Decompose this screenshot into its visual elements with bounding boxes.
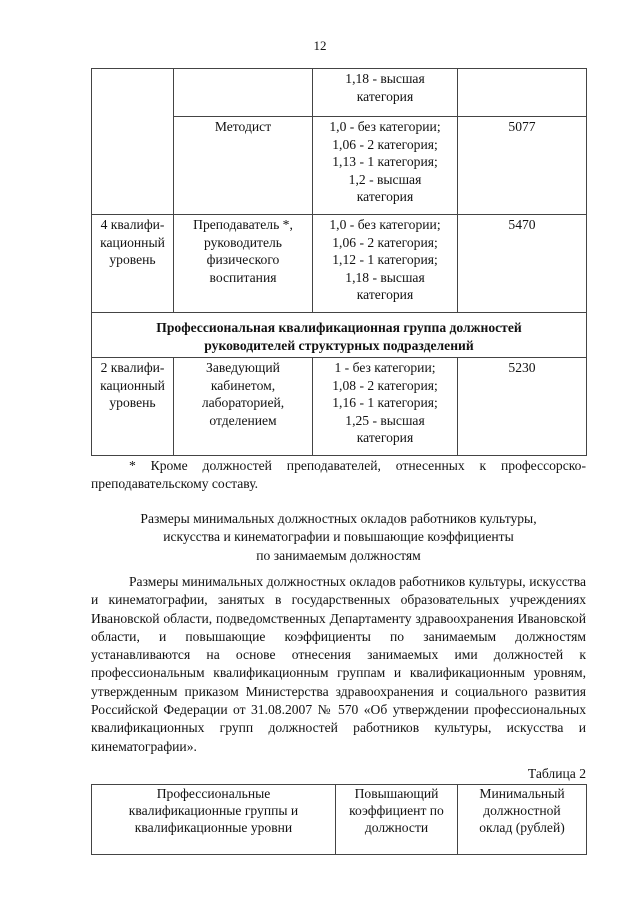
salary-cell <box>458 69 587 117</box>
position-cell <box>174 69 313 117</box>
header-groups: Профессиональные квалификационные группы и квалификационные уровни <box>92 785 336 855</box>
level-cell <box>92 69 174 215</box>
body-paragraph: Размеры минимальных должностных окладов работников культуры, искусства и кинематографии, занятых в государственных образовательных учреждениях Ивановской области, подведомственных Департаменту здравоохранения Ивановской области, и повышающие коэффициенты по занимаемым должностям устанавливаются на основе отнесения занимаемых ими должностей к профессиональным квалификационным группам и квалификационным уровням, утвержденным приказом Министерства здравоохранения и социального развития Российской Федерации от 31.08.2007 № 570 «Об утверждении профессиональных квалификационных групп должностей работников культуры, искусства и кинематографии». <box>91 574 586 754</box>
table-label: Таблица 2 <box>527 766 586 781</box>
level-cell: 4 квалифи-кационный уровень <box>92 215 174 313</box>
header-salary: Минимальный должностной оклад (рублей) <box>458 785 587 855</box>
table-row <box>92 358 587 456</box>
position-cell: Преподаватель *, руководитель физического воспитания <box>174 215 313 313</box>
coef-cell: 1,18 - высшая категория <box>313 69 458 117</box>
header-coefficient: Повышающий коэффициент по должности <box>336 785 458 855</box>
salary-cell: 5077 <box>458 117 587 215</box>
table-header-row <box>92 785 587 855</box>
position-cell: Заведующий кабинетом, лабораторией, отделением <box>174 358 313 456</box>
page-number: 12 <box>313 38 327 53</box>
table-row <box>92 215 587 313</box>
salary-cell: 5230 <box>458 358 587 456</box>
coef-cell: 1,0 - без категории; 1,06 - 2 категория; 1,12 - 1 категория; 1,18 - высшая категория <box>313 215 458 313</box>
salary-table-continued <box>91 68 587 456</box>
salary-cell: 5470 <box>458 215 587 313</box>
position-cell: Методист <box>174 117 313 215</box>
group-header: Профессиональная квалификационная группа должностей руководителей структурных подразделений <box>92 313 587 358</box>
section-heading: Размеры минимальных должностных окладов работников культуры, искусства и кинематографии и повышающие коэффициенты по занимаемым должностям <box>140 511 537 563</box>
group-header-row <box>92 313 587 358</box>
salary-table-2-header <box>91 784 587 855</box>
coef-cell: 1 - без категории; 1,08 - 2 категория; 1,16 - 1 категория; 1,25 - высшая категория <box>313 358 458 456</box>
level-cell: 2 квалифи-кационный уровень <box>92 358 174 456</box>
footnote: * Кроме должностей преподавателей, отнесенных к профессорско-преподавательскому составу. <box>91 458 586 492</box>
coef-cell: 1,0 - без категории; 1,06 - 2 категория; 1,13 - 1 категория; 1,2 - высшая категория <box>313 117 458 215</box>
table-row <box>92 69 587 117</box>
